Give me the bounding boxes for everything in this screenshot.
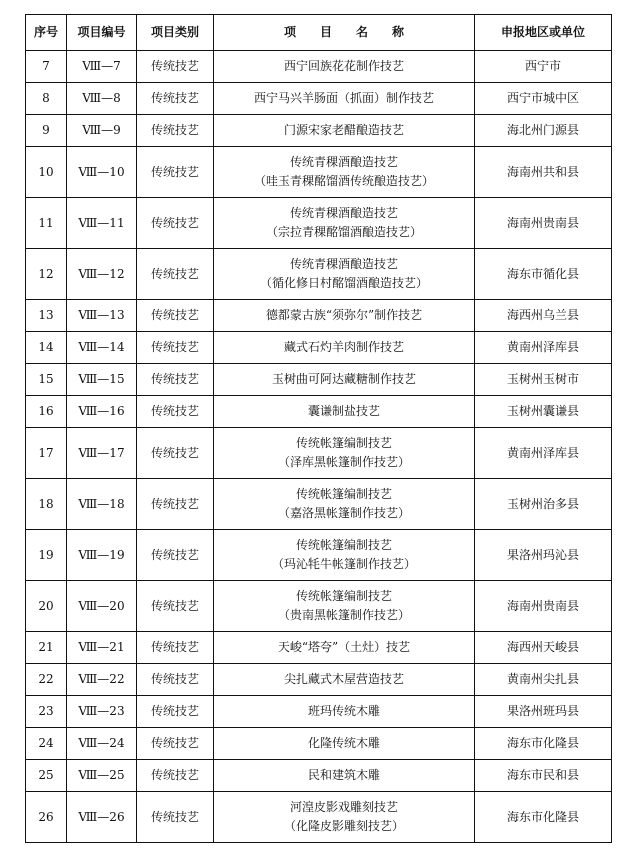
header-name: [214, 15, 475, 51]
cell-region: 海南州贵南县: [475, 581, 612, 632]
cell-name-line: 藏式石灼羊肉制作技艺: [283, 340, 404, 354]
table-row: [26, 664, 612, 696]
cell-region: 海西州天峻县: [475, 632, 612, 664]
cell-name: [214, 51, 475, 83]
cell-category: 传统技艺: [137, 364, 214, 396]
cell-name: [214, 530, 475, 581]
cell-category: 传统技艺: [137, 147, 214, 198]
cell-seq: 21: [26, 632, 67, 664]
cell-region: 西宁市城中区: [475, 83, 612, 115]
cell-category: 传统技艺: [137, 479, 214, 530]
cell-category: 传统技艺: [137, 632, 214, 664]
cell-region: 海南州共和县: [475, 147, 612, 198]
cell-name: [214, 792, 475, 843]
cell-category: 传统技艺: [137, 428, 214, 479]
cell-seq: 17: [26, 428, 67, 479]
cell-seq: 13: [26, 300, 67, 332]
cell-name-line: 传统帐篷编制技艺: [295, 436, 392, 450]
cell-seq: 9: [26, 115, 67, 147]
cell-name-line: （循化修日村酩馏酒酿造技艺）: [259, 276, 428, 290]
table-body: [26, 51, 612, 843]
header-name-text: 项目名称: [283, 25, 428, 39]
table-row: [26, 364, 612, 396]
cell-region: 海南州贵南县: [475, 198, 612, 249]
table-row: [26, 581, 612, 632]
cell-category: 传统技艺: [137, 792, 214, 843]
cell-name: [214, 83, 475, 115]
cell-name-line: 传统帐篷编制技艺: [295, 589, 392, 603]
cell-seq: 25: [26, 760, 67, 792]
table-row: [26, 83, 612, 115]
cell-region: 海东市民和县: [475, 760, 612, 792]
cell-code: Ⅷ—16: [67, 396, 137, 428]
cell-code: Ⅷ—14: [67, 332, 137, 364]
cell-seq: 26: [26, 792, 67, 843]
cell-code: Ⅷ—11: [67, 198, 137, 249]
table-row: [26, 760, 612, 792]
cell-name-line: 西宁回族花花制作技艺: [283, 59, 404, 73]
cell-name-line: 玉树曲可阿达藏糖制作技艺: [271, 372, 416, 386]
cell-region: 海北州门源县: [475, 115, 612, 147]
cell-name-line: （哇玉青稞酩馏酒传统酿造技艺）: [253, 174, 434, 188]
cell-category: 传统技艺: [137, 728, 214, 760]
cell-region: 海东市化隆县: [475, 792, 612, 843]
cell-category: 传统技艺: [137, 249, 214, 300]
cell-name-line: 德都蒙古族“须弥尔”制作技艺: [265, 308, 423, 322]
cell-code: Ⅷ—15: [67, 364, 137, 396]
cell-code: Ⅷ—24: [67, 728, 137, 760]
cell-category: 传统技艺: [137, 83, 214, 115]
table-row: [26, 147, 612, 198]
header-seq: 序号: [26, 15, 67, 51]
cell-region: 玉树州囊谦县: [475, 396, 612, 428]
cell-seq: 11: [26, 198, 67, 249]
cell-name-line: 河湟皮影戏雕刻技艺: [289, 800, 398, 814]
table-row: [26, 300, 612, 332]
cell-code: Ⅷ—25: [67, 760, 137, 792]
cell-category: 传统技艺: [137, 696, 214, 728]
cell-category: 传统技艺: [137, 530, 214, 581]
cell-region: 海西州乌兰县: [475, 300, 612, 332]
table-row: [26, 728, 612, 760]
cell-name: [214, 696, 475, 728]
cell-name-line: 班玛传统木雕: [307, 704, 380, 718]
header-code: 项目编号: [67, 15, 137, 51]
cell-name-line: 门源宋家老醋酿造技艺: [283, 123, 404, 137]
cell-category: 传统技艺: [137, 396, 214, 428]
table-row: [26, 696, 612, 728]
cell-name-line: 囊谦制盐技艺: [307, 404, 380, 418]
table-row: [26, 792, 612, 843]
cell-seq: 18: [26, 479, 67, 530]
cell-code: Ⅷ—17: [67, 428, 137, 479]
table-row: [26, 249, 612, 300]
cell-name: [214, 249, 475, 300]
cell-name-line: （贵南黑帐篷制作技艺）: [277, 608, 410, 622]
cell-category: 传统技艺: [137, 198, 214, 249]
table-row: [26, 198, 612, 249]
table-row: [26, 428, 612, 479]
cell-name: [214, 364, 475, 396]
cell-category: 传统技艺: [137, 760, 214, 792]
cell-name-line: （嘉洛黑帐篷制作技艺）: [277, 506, 410, 520]
cell-category: 传统技艺: [137, 664, 214, 696]
cell-seq: 7: [26, 51, 67, 83]
cell-seq: 15: [26, 364, 67, 396]
cell-seq: 16: [26, 396, 67, 428]
table-row: [26, 115, 612, 147]
cell-name-line: 西宁马兴羊肠面（抓面）制作技艺: [253, 91, 434, 105]
cell-name: [214, 632, 475, 664]
cell-name: [214, 428, 475, 479]
cell-name-line: 传统青稞酒酿造技艺: [289, 206, 398, 220]
table-row: [26, 396, 612, 428]
cell-name-line: 尖扎藏式木屋营造技艺: [283, 672, 404, 686]
cell-name-line: 传统青稞酒酿造技艺: [289, 257, 398, 271]
cell-code: Ⅷ—19: [67, 530, 137, 581]
cell-code: Ⅷ—26: [67, 792, 137, 843]
table-row: [26, 632, 612, 664]
cell-category: 传统技艺: [137, 332, 214, 364]
cell-code: Ⅷ—8: [67, 83, 137, 115]
cell-seq: 24: [26, 728, 67, 760]
cell-code: Ⅷ—23: [67, 696, 137, 728]
cell-seq: 22: [26, 664, 67, 696]
cell-region: 玉树州玉树市: [475, 364, 612, 396]
cell-region: 西宁市: [475, 51, 612, 83]
cell-name-line: 传统帐篷编制技艺: [295, 538, 392, 552]
cell-name: [214, 147, 475, 198]
cell-name-line: 传统青稞酒酿造技艺: [289, 155, 398, 169]
header-region: 申报地区或单位: [475, 15, 612, 51]
cell-code: Ⅷ—22: [67, 664, 137, 696]
cell-name: [214, 115, 475, 147]
cell-category: 传统技艺: [137, 581, 214, 632]
cell-region: 海东市化隆县: [475, 728, 612, 760]
cell-code: Ⅷ—13: [67, 300, 137, 332]
cell-seq: 8: [26, 83, 67, 115]
cell-name-line: （泽库黑帐篷制作技艺）: [277, 455, 410, 469]
cell-name: [214, 396, 475, 428]
heritage-register-table: [25, 14, 612, 843]
cell-region: 黄南州泽库县: [475, 428, 612, 479]
cell-code: Ⅷ—20: [67, 581, 137, 632]
table-row: [26, 530, 612, 581]
cell-seq: 19: [26, 530, 67, 581]
cell-name-line: （玛沁牦牛帐篷制作技艺）: [271, 557, 416, 571]
table-row: [26, 332, 612, 364]
cell-name-line: 天峻“塔夸”（土灶）技艺: [277, 640, 411, 654]
cell-name: [214, 581, 475, 632]
cell-code: Ⅷ—10: [67, 147, 137, 198]
cell-code: Ⅷ—21: [67, 632, 137, 664]
cell-code: Ⅷ—18: [67, 479, 137, 530]
cell-category: 传统技艺: [137, 115, 214, 147]
table-row: [26, 479, 612, 530]
document-page: [25, 14, 611, 843]
cell-name: [214, 332, 475, 364]
cell-category: 传统技艺: [137, 300, 214, 332]
cell-seq: 20: [26, 581, 67, 632]
cell-seq: 10: [26, 147, 67, 198]
cell-region: 黄南州泽库县: [475, 332, 612, 364]
cell-seq: 12: [26, 249, 67, 300]
cell-seq: 23: [26, 696, 67, 728]
cell-seq: 14: [26, 332, 67, 364]
cell-name: [214, 664, 475, 696]
cell-region: 海东市循化县: [475, 249, 612, 300]
cell-name: [214, 728, 475, 760]
cell-name-line: 传统帐篷编制技艺: [295, 487, 392, 501]
cell-region: 果洛州玛沁县: [475, 530, 612, 581]
cell-code: Ⅷ—9: [67, 115, 137, 147]
cell-code: Ⅷ—12: [67, 249, 137, 300]
cell-region: 玉树州治多县: [475, 479, 612, 530]
cell-name: [214, 479, 475, 530]
cell-code: Ⅷ—7: [67, 51, 137, 83]
cell-name-line: （化隆皮影雕刻技艺）: [283, 819, 404, 833]
cell-name-line: 民和建筑木雕: [307, 768, 380, 782]
cell-name-line: 化隆传统木雕: [307, 736, 380, 750]
cell-name: [214, 760, 475, 792]
cell-name-line: （宗拉青稞酩馏酒酿造技艺）: [265, 225, 422, 239]
header-category: 项目类别: [137, 15, 214, 51]
table-header-row: [26, 15, 612, 51]
cell-name: [214, 300, 475, 332]
cell-name: [214, 198, 475, 249]
cell-category: 传统技艺: [137, 51, 214, 83]
cell-region: 黄南州尖扎县: [475, 664, 612, 696]
cell-region: 果洛州班玛县: [475, 696, 612, 728]
table-row: [26, 51, 612, 83]
